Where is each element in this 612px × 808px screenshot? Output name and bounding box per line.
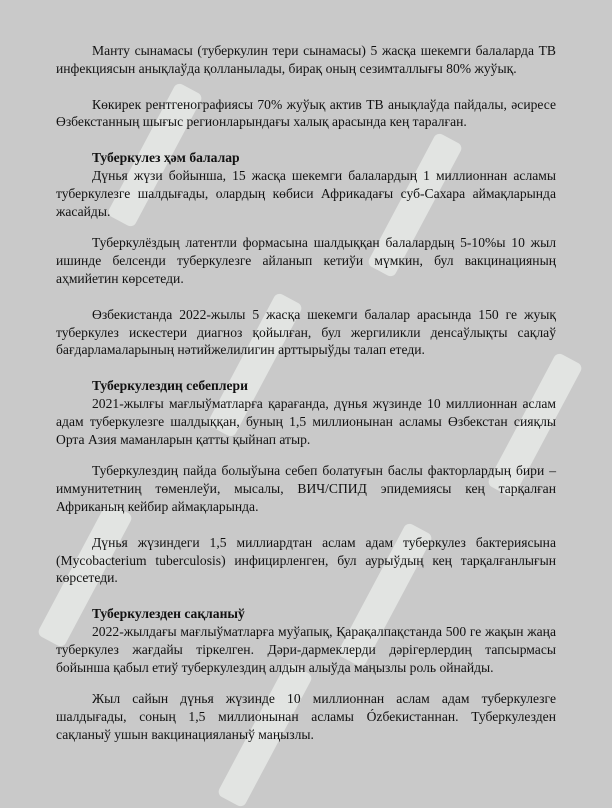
paragraph: Көкирек рентгенографиясы 70% жуўық актив ТВ анықлаўда пайдалы, әсиресе Өзбекстанның шығыс регионларындағы халық арасында кең таралған. (56, 96, 556, 130)
paragraph: 2022-жылдағы мағлыўматларға муўапық, Қарақалпақстанда 500 ге жақын жаңа туберкулез жағдайы тіркелген. Дәри-дармеклерди дәрігерлердиң тапсырмасы бойынша қабыл етиў туберкулездиң алдын алыўда маңызлы роль ойнайды. (56, 623, 556, 675)
section-heading: Туберкулезден сақланыў (92, 606, 245, 622)
paragraph: Манту сынамасы (туберкулин тери сынамасы) 5 жасқа шекемги балаларда ТВ инфекциясын анықлаўда қолланылады, бирақ оның сезимталлығы 80% жуўық. (56, 43, 556, 76)
section-heading: Туберкулез ҳәм балалар (92, 150, 240, 166)
section-heading: Туберкулездиң себеплери (92, 378, 248, 394)
paragraph: Туберкулездиң пайда болыўына себеп болатуғын баслы факторлардың бири – иммунитетниң төменлеўи, мысалы, ВИЧ/СПИД эпидемиясы кең тарқалған Африканың кейбир аймақларында. (56, 463, 556, 514)
document-body (56, 42, 556, 762)
paragraph: 2021-жылғы мағлыўматларға қарағанда, дүнья жүзинде 10 миллионнан аслам адам туберкулезге шалдыққан, буның 1,5 миллионынан асламы Өзбекстан сияқлы Орта Азия маманларын қатты қыйнап атыр. (56, 395, 556, 447)
paragraph: Жыл сайын дүнья жүзинде 10 миллионнан аслам адам туберкулезге шалдығады, соның 1,5 миллионынан асламы Ózбекистаннан. Туберкулезден сақланыў ушын вакцинацияланыў маңызлы. (56, 691, 556, 742)
paragraph: Туберкулёздың латентли формасына шалдыққан балалардың 5-10%ы 10 жыл ишинде белсенди туберкулезге айланып кетиўи мүмкин, бул вакцинацияның аҳмийетин көрсетеди. (56, 235, 556, 286)
paragraph: Дүнья жүзиндеги 1,5 миллиардтан аслам адам туберкулез бактериясына (Mycobacterium tuberculosis) инфицирленген, бул аурыўдың кең тарқалғанлығын көрсетеди. (56, 534, 556, 586)
paragraph: Өзбекистанда 2022-жылы 5 жасқа шекемги балалар арасында 150 ге жуық туберкулез искестери диагноз қойылған, бул жергиликли денсаўлықты сақлаў бағдарламаларының нәтийжелилигин арттырыўды талап етеди. (56, 306, 556, 358)
paragraph: Дүнья жүзи бойынша, 15 жасқа шекемги балалардың 1 миллионнан асламы туберкулезге шалдығады, олардың көбиси Африкадағы суб-Сахара аймақларында жасайды. (56, 167, 556, 219)
